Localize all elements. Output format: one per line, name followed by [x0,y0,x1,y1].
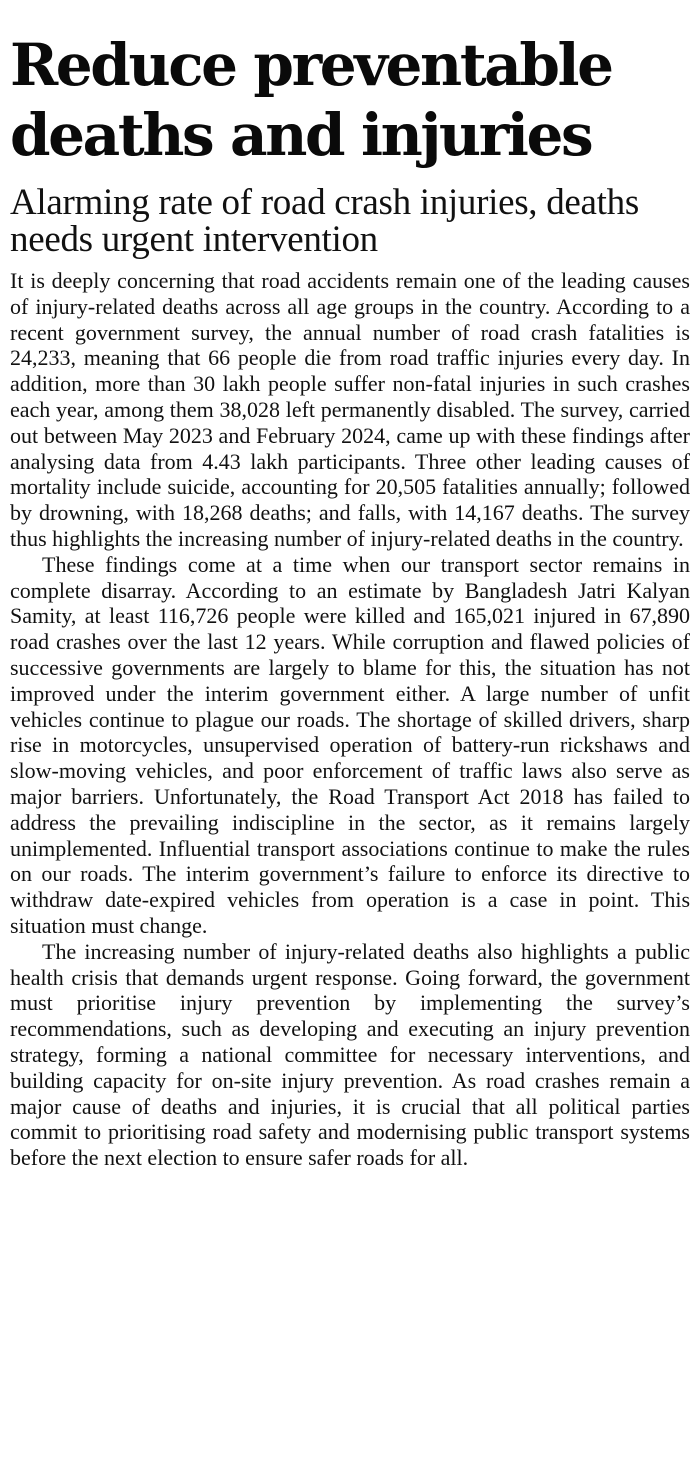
paragraph-2: These findings come at a time when our transport sector remains in complete disarray. According to an estimate by Bangladesh Jatri Kalyan Samity, at least 116,726 people were killed and 165,021 injured in 67,890 road crashes over the last 12 years. While corruption and flawed policies of successive governments are largely to blame for this, the situation has not improved under the interim government either. A large number of unfit vehicles continue to plague our roads. The shortage of skilled drivers, sharp rise in motorcycles, unsupervised operation of battery-run rickshaws and slow-moving vehicles, and poor enforcement of traffic laws also serve as major barriers. Unfortunately, the Road Transport Act 2018 has failed to address the prevailing indiscipline in the sector, as it remains largely unimplemented. Influential transport associations continue to make the rules on our roads. The interim government’s failure to enforce its directive to withdraw date-expired vehicles from operation is a case in point. This situation must change. [10,551,690,938]
subheadline: Alarming rate of road crash injuries, deaths needs urgent intervention [10,182,639,260]
paragraph-1: It is deeply concerning that road accidents remain one of the leading causes of injury-related deaths across all age groups in the country. According to a recent government survey, the annual number of road crash fatalities is 24,233, meaning that 66 people die from road traffic injuries every day. In addition, more than 30 lakh people suffer non-fatal injuries in such crashes each year, among them 38,028 left permanently disabled. The survey, carried out between May 2023 and February 2024, came up with these findings after analysing data from 4.43 lakh participants. Three other leading causes of mortality include suicide, accounting for 20,505 fatalities annually; followed by drowning, with 18,268 deaths; and falls, with 14,167 deaths. The survey thus highlights the increasing number of injury-related deaths in the country. [10,268,690,551]
paragraph-3: The increasing number of injury-related deaths also highlights a public health crisis that demands urgent response. Going forward, the government must prioritise injury prevention by implementing the survey’s recommendations, such as developing and executing an injury prevention strategy, forming a national committee for necessary interventions, and building capacity for on-site injury prevention. As road crashes remain a major cause of deaths and injuries, it is crucial that all political parties commit to prioritising road safety and modernising public transport systems before the next election to ensure safer roads for all. [10,938,690,1171]
headline: Reduce preventable deaths and injuries [10,31,612,169]
article-body [10,268,690,1171]
